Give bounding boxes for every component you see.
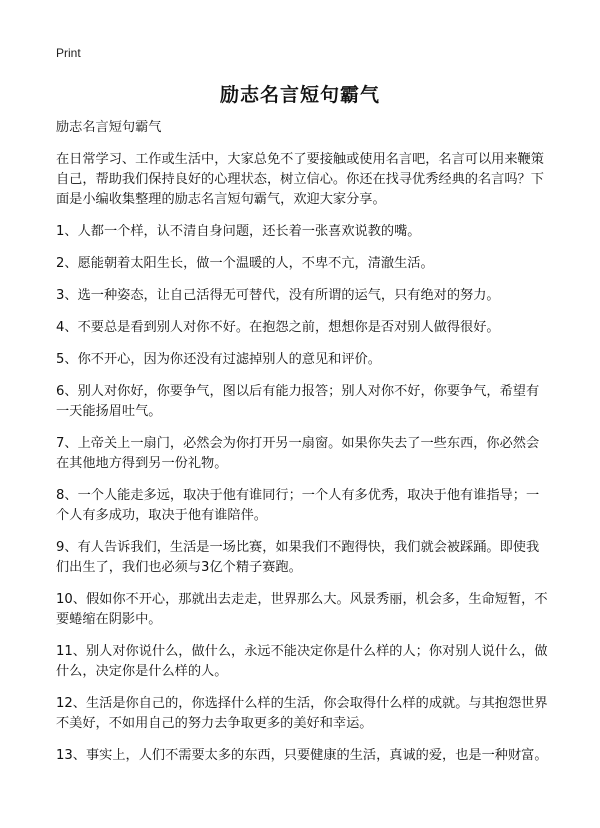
quote-item: 3、选一种姿态，让自己活得无可替代，没有所谓的运气，只有绝对的努力。 bbox=[56, 288, 500, 303]
quote-item: 1、人都一个样，认不清自身问题，还长着一张喜欢说教的嘴。 bbox=[56, 224, 421, 239]
quote-item: 9、有人告诉我们，生活是一场比赛，如果我们不跑得快，我们就会被踩踊。即使我们出生了，我们也必须与3亿个精子赛跑。 bbox=[56, 540, 540, 575]
quote-item: 5、你不开心，因为你还没有过滤掉别人的意见和评价。 bbox=[56, 352, 381, 367]
quote-item: 4、不要总是看到别人对你不好。在抱怨之前，想想你是否对别人做得很好。 bbox=[56, 320, 500, 335]
quote-item: 10、假如你不开心，那就出去走走，世界那么大。风景秀丽，机会多，生命短暂，不要蜷缩在阴影中。 bbox=[56, 592, 548, 627]
print-link[interactable]: Print bbox=[56, 46, 81, 60]
quote-item: 12、生活是你自己的，你选择什么样的生活，你会取得什么样的成就。与其抱怨世界不美好，不如用自己的努力去争取更多的美好和幸运。 bbox=[56, 696, 548, 731]
quote-item: 11、别人对你说什么，做什么，永远不能决定你是什么样的人；你对别人说什么，做什么，决定你是什么样的人。 bbox=[56, 644, 548, 679]
article-body bbox=[56, 118, 548, 778]
article-subtitle: 励志名言短句霸气 bbox=[56, 120, 162, 135]
quote-item: 8、一个人能走多远，取决于他有谁同行；一个人有多优秀，取决于他有谁指导；一个人有多成功，取决于他有谁陪伴。 bbox=[56, 488, 540, 523]
quote-item: 13、事实上，人们不需要太多的东西，只要健康的生活，真诚的爱，也是一种财富。 bbox=[56, 748, 548, 763]
quote-item: 6、别人对你好，你要争气，图以后有能力报答；别人对你不好，你要争气，希望有一天能扬眉吐气。 bbox=[56, 384, 540, 419]
quote-list bbox=[56, 222, 548, 766]
quote-item: 2、愿能朝着太阳生长，做一个温暖的人，不卑不亢，清澈生活。 bbox=[56, 256, 434, 271]
article-intro: 在日常学习、工作或生活中，大家总免不了要接触或使用名言吧，名言可以用来鞭策自己，帮助我们保持良好的心理状态，树立信心。你还在找寻优秀经典的名言吗？下面是小编收集整理的励志名言短句霸气，欢迎大家分享。 bbox=[56, 152, 544, 207]
quote-item: 7、上帝关上一扇门，必然会为你打开另一扇窗。如果你失去了一些东西，你必然会在其他地方得到另一份礼物。 bbox=[56, 436, 540, 471]
page-title: 励志名言短句霸气 bbox=[219, 84, 380, 106]
